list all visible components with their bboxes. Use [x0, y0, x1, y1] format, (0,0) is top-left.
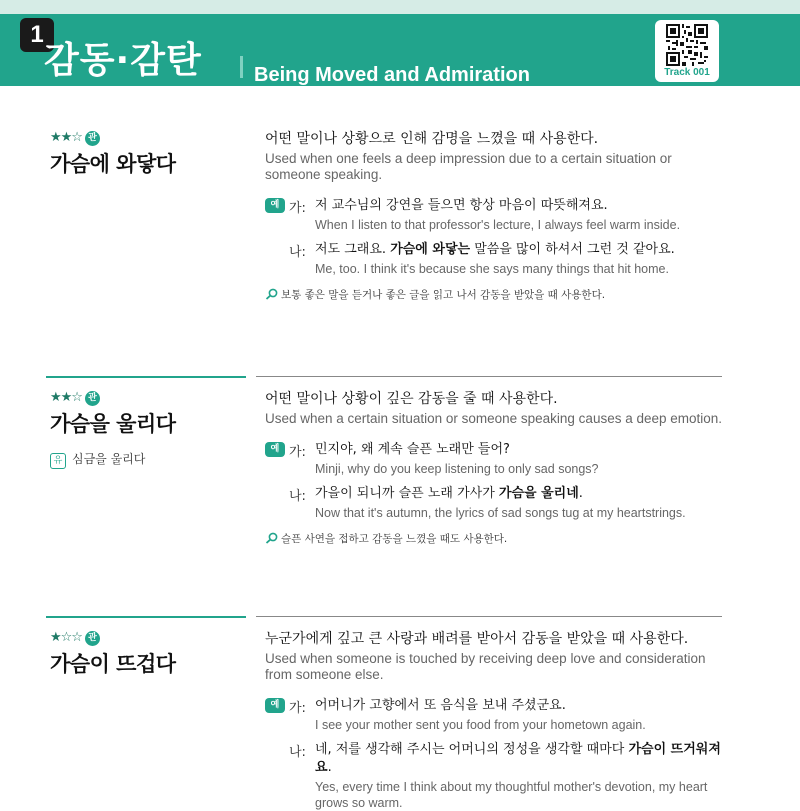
qr-code-icon[interactable]	[666, 24, 708, 66]
chapter-header	[0, 14, 800, 86]
speaker-label: 나:	[289, 745, 306, 760]
example-korean: 저도 그래요. 가슴에 와닿는 말씀을 많이 하셔서 그런 것 같아요.	[315, 242, 675, 257]
example-english: Now that it's autumn, the lyrics of sad songs tug at my heartstrings.	[315, 506, 686, 520]
divider-left	[46, 616, 246, 618]
difficulty-rating	[50, 126, 250, 146]
definition-english: Used when a certain situation or someone speaking causes a deep emotion.	[265, 411, 723, 426]
speaker-label: 가:	[289, 445, 306, 460]
speaker-label: 가:	[289, 201, 306, 216]
example-a	[265, 697, 725, 733]
speaker-label: 가:	[289, 701, 306, 716]
track-label: Track 001	[664, 67, 710, 78]
level-badge: 관	[85, 131, 100, 146]
example-korean: 어머니가 고향에서 또 음식을 보내 주셨군요.	[315, 698, 566, 713]
idiom-highlight: 가슴에 와닿는	[390, 242, 471, 257]
idiom-title: 가슴에 와닿다	[50, 152, 176, 176]
definition-korean: 누군가에게 깊고 큰 사랑과 배려를 받아서 감동을 받았을 때 사용한다.	[265, 631, 689, 647]
usage-note: 슬픈 사연을 접하고 감동을 느꼈을 때도 사용한다.	[265, 531, 725, 546]
example-korean: 가을이 되니까 슬픈 노래 가사가 가슴을 울리네.	[315, 486, 583, 501]
chapter-title: 감동·감탄	[44, 40, 202, 81]
idiom-highlight: 가슴이 뜨거워져요	[315, 742, 721, 775]
divider-right	[256, 616, 722, 617]
level-badge: 관	[85, 391, 100, 406]
example-a	[265, 197, 725, 233]
definition-korean: 어떤 말이나 상황이 깊은 감동을 줄 때 사용한다.	[265, 391, 558, 407]
speaker-label: 나:	[289, 489, 306, 504]
example-badge: 예	[265, 198, 285, 213]
example-badge: 예	[265, 442, 285, 457]
example-english: I see your mother sent you food from your hometown again.	[315, 718, 646, 732]
usage-note: 보통 좋은 말을 듣거나 좋은 글을 읽고 나서 감동을 받았을 때 사용한다.	[265, 287, 725, 302]
example-english: Yes, every time I think about my thoughtful mother's devotion, my heart grows so warm.	[315, 780, 708, 810]
divider-right	[256, 376, 722, 377]
difficulty-rating	[50, 386, 250, 406]
synonym-badge: 유	[50, 453, 66, 469]
qr-audio-box[interactable]	[655, 20, 719, 82]
idiom-title: 가슴이 뜨겁다	[50, 652, 176, 676]
example-a	[265, 441, 725, 477]
definition-english: Used when one feels a deep impression due to a certain situation or someone speaking.	[265, 151, 672, 182]
level-badge: 관	[85, 631, 100, 646]
example-korean: 저 교수님의 강연을 들으면 항상 마음이 따뜻해져요.	[315, 198, 608, 213]
chapter-number-badge: 1	[20, 18, 54, 52]
definition-korean: 어떤 말이나 상황으로 인해 감명을 느꼈을 때 사용한다.	[265, 131, 599, 147]
example-korean: 민지야, 왜 계속 슬픈 노래만 들어?	[315, 442, 510, 457]
magnifier-icon	[265, 532, 279, 544]
example-english: When I listen to that professor's lecture, I always feel warm inside.	[315, 218, 681, 232]
example-badge: 예	[265, 698, 285, 713]
example-english: Me, too. I think it's because she says many things that hit home.	[315, 262, 669, 276]
chapter-subtitle: Being Moved and Admiration	[254, 64, 530, 86]
speaker-label: 나:	[289, 245, 306, 260]
top-strip	[0, 0, 800, 14]
definition-english: Used when someone is touched by receiving deep love and consideration from someone else.	[265, 651, 706, 682]
example-english: Minji, why do you keep listening to only sad songs?	[315, 462, 599, 476]
example-b	[265, 241, 725, 277]
magnifier-icon	[265, 288, 279, 300]
synonym: 유 심금을 울리다	[50, 450, 250, 469]
idiom-highlight: 가슴을 울리네	[498, 486, 579, 501]
example-b	[265, 741, 725, 811]
example-korean: 네, 저를 생각해 주시는 어머니의 정성을 생각할 때마다 가슴이 뜨거워져요.	[315, 742, 721, 775]
star-rating: ★★☆	[50, 130, 82, 145]
divider-left	[46, 376, 246, 378]
example-b	[265, 485, 725, 521]
title-separator	[240, 56, 243, 78]
star-rating: ★★☆	[50, 390, 82, 405]
star-rating: ★☆☆	[50, 630, 82, 645]
difficulty-rating	[50, 626, 250, 646]
idiom-title: 가슴을 울리다	[50, 412, 176, 436]
